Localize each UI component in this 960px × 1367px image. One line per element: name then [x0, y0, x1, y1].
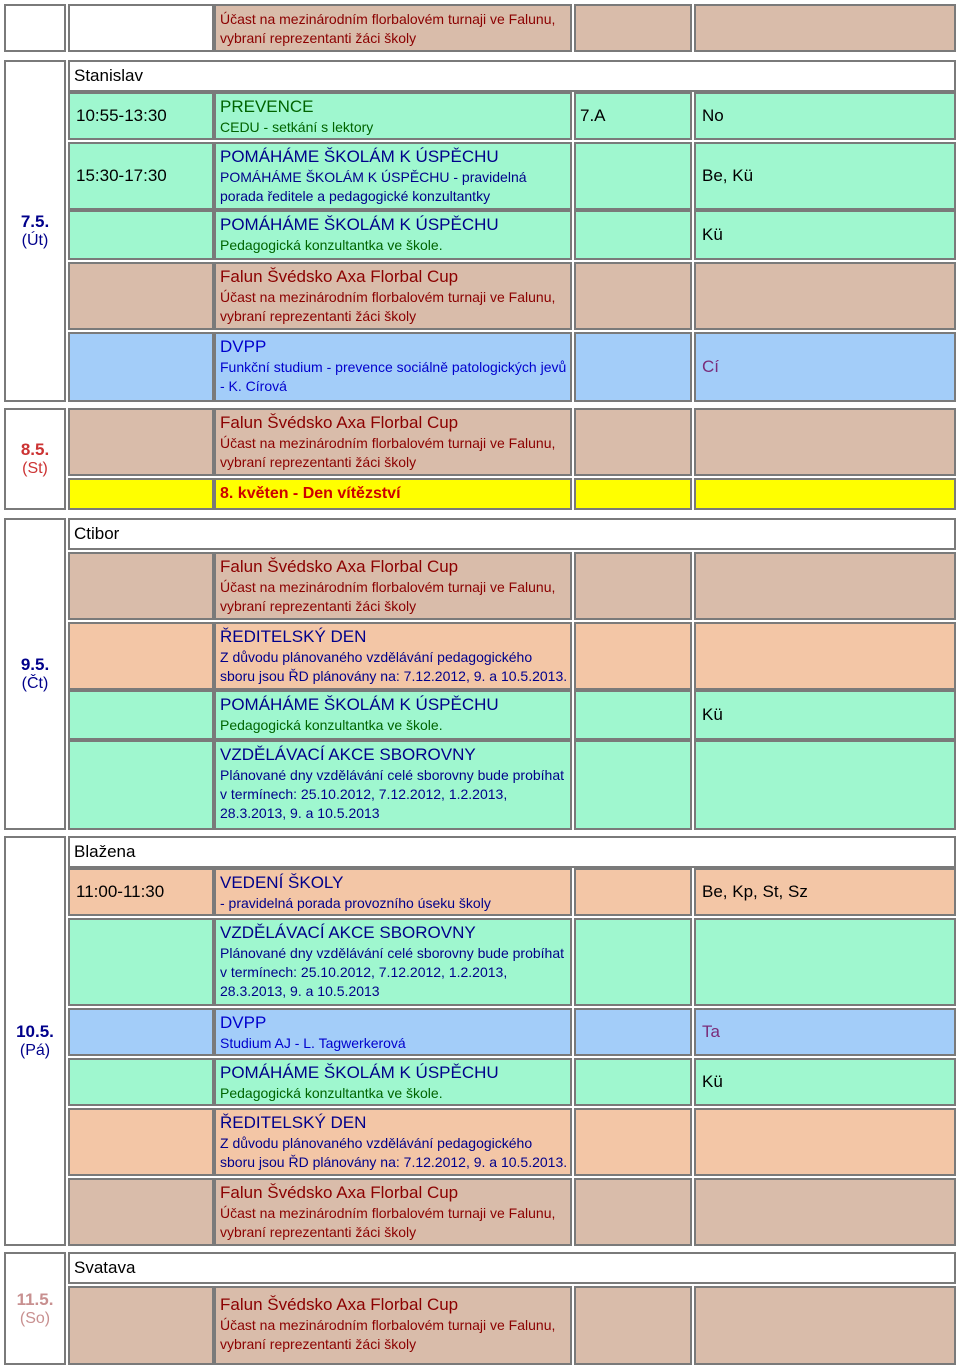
time-cell [68, 210, 214, 260]
class-cell: 7.A [574, 92, 692, 140]
time-cell [68, 552, 214, 620]
event-sub: Pedagogická konzultantka ve škole. [220, 237, 443, 253]
event-title: DVPP [220, 337, 267, 356]
class-cell [574, 210, 692, 260]
class-cell [574, 918, 692, 1006]
people-cell: No [694, 92, 956, 140]
class-cell [574, 408, 692, 476]
people-cell: Kü [694, 690, 956, 740]
day-date: 11.5. [16, 1289, 54, 1309]
event-sub: Účast na mezinárodním florbalovém turnaji ve Falunu, vybraní reprezentanti žáci školy [220, 289, 556, 324]
time-cell [68, 1178, 214, 1246]
class-cell [574, 1008, 692, 1056]
event-title: Falun Švédsko Axa Florbal Cup [220, 1183, 459, 1202]
event-sub: Plánované dny vzdělávání celé sborovny bude probíhat v termínech: 25.10.2012, 7.12.2012, 1.2.2013, 28.3.2013, 9. a 10.5.2013 [220, 945, 565, 999]
event-title: VZDĚLÁVACÍ AKCE SBOROVNY [220, 923, 476, 942]
event-sub: Účast na mezinárodním florbalovém turnaji ve Falunu, vybraní reprezentanti žáci školy [220, 579, 556, 614]
event-sub: CEDU - setkání s lektory [220, 119, 374, 135]
people-cell: Cí [694, 332, 956, 402]
event-falun-top[interactable] [214, 4, 572, 52]
people-cell [694, 1178, 956, 1246]
time-cell: 15:30-17:30 [68, 142, 214, 210]
time-cell [68, 4, 214, 52]
event-vedeni-skoly[interactable] [214, 868, 572, 916]
event-pomahame[interactable] [214, 690, 572, 740]
day-date: 9.5. [20, 655, 50, 674]
event-holiday[interactable] [214, 478, 572, 510]
event-title: VZDĚLÁVACÍ AKCE SBOROVNY [220, 745, 476, 764]
time-cell [68, 332, 214, 402]
people-cell [694, 552, 956, 620]
event-falun[interactable] [214, 552, 572, 620]
people-cell [694, 1286, 956, 1365]
event-prevence[interactable] [214, 92, 572, 140]
day-date: 7.5. [20, 212, 50, 231]
time-cell [68, 740, 214, 830]
day-cell-8 [4, 408, 66, 510]
day-date: 8.5. [20, 440, 50, 459]
event-title: ŘEDITELSKÝ DEN [220, 627, 367, 646]
people-cell [694, 262, 956, 330]
day-dow: (So) [19, 1309, 51, 1327]
event-title: PREVENCE [220, 97, 314, 116]
event-falun[interactable] [214, 262, 572, 330]
event-falun[interactable] [214, 1178, 572, 1246]
event-title: DVPP [220, 1013, 267, 1032]
day-cell-prev [4, 4, 66, 52]
time-cell [68, 1058, 214, 1106]
event-sub: Účast na mezinárodním florbalovém turnaji ve Falunu, vybraní reprezentanti žáci školy [220, 435, 556, 470]
people-cell [694, 478, 956, 510]
nameday-10: Blažena [68, 836, 956, 868]
event-sub: Z důvodu plánovaného vzdělávání pedagogického sboru jsou ŘD plánovány na: 7.12.2012, 9. a 10.5.2013. [220, 649, 568, 684]
event-sub: Účast na mezinárodním florbalovém turnaji ve Falunu, vybraní reprezentanti žáci školy [220, 1317, 556, 1352]
people-cell [694, 740, 956, 830]
event-reditelsky-den[interactable] [214, 1108, 572, 1176]
event-sub: Účast na mezinárodním florbalovém turnaji ve Falunu, vybraní reprezentanti žáci školy [220, 1205, 556, 1240]
time-cell [68, 918, 214, 1006]
day-cell-9 [4, 518, 66, 830]
event-sub: Účast na mezinárodním florbalovém turnaji ve Falunu, vybraní reprezentanti žáci školy [220, 11, 556, 46]
time-cell [68, 408, 214, 476]
event-pomahame[interactable] [214, 210, 572, 260]
event-title: POMÁHÁME ŠKOLÁM K ÚSPĚCHU [220, 215, 499, 234]
event-pomahame[interactable] [214, 1058, 572, 1106]
event-title: POMÁHÁME ŠKOLÁM K ÚSPĚCHU [220, 695, 499, 714]
event-title: Falun Švédsko Axa Florbal Cup [220, 1295, 459, 1314]
event-title: 8. květen - Den vítězství [220, 485, 401, 502]
event-sub: - pravidelná porada provozního úseku školy [220, 895, 491, 911]
day-cell-11 [4, 1252, 66, 1365]
time-cell: 11:00-11:30 [68, 868, 214, 916]
nameday-11: Svatava [68, 1252, 956, 1284]
people-cell: Kü [694, 1058, 956, 1106]
class-cell [574, 1178, 692, 1246]
nameday-7: Stanislav [68, 60, 956, 92]
class-cell [574, 4, 692, 52]
class-cell [574, 690, 692, 740]
event-sub: Funkční studium - prevence sociálně patologických jevů - K. Círová [220, 359, 567, 394]
day-cell-7 [4, 60, 66, 402]
day-cell-10 [4, 836, 66, 1246]
event-sub: Pedagogická konzultantka ve škole. [220, 717, 443, 733]
event-falun[interactable] [214, 408, 572, 476]
class-cell [574, 262, 692, 330]
event-dvpp[interactable] [214, 332, 572, 402]
time-cell [68, 1286, 214, 1365]
class-cell [574, 740, 692, 830]
event-vzdelavaci-akce[interactable] [214, 918, 572, 1006]
people-cell [694, 918, 956, 1006]
class-cell [574, 142, 692, 210]
people-cell [694, 1108, 956, 1176]
event-sub: Pedagogická konzultantka ve škole. [220, 1085, 443, 1101]
event-title: ŘEDITELSKÝ DEN [220, 1113, 367, 1132]
time-cell [68, 1008, 214, 1056]
people-cell: Be, Kü [694, 142, 956, 210]
event-sub: POMÁHÁME ŠKOLÁM K ÚSPĚCHU - pravidelná porada ředitele a pedagogické konzultantky [220, 169, 527, 204]
people-cell [694, 408, 956, 476]
time-cell [68, 262, 214, 330]
event-title: Falun Švédsko Axa Florbal Cup [220, 557, 459, 576]
class-cell [574, 1108, 692, 1176]
event-vzdelavaci-akce[interactable] [214, 740, 572, 830]
event-dvpp[interactable] [214, 1008, 572, 1056]
class-cell [574, 868, 692, 916]
event-title: Falun Švédsko Axa Florbal Cup [220, 413, 459, 432]
event-pomahame-porada[interactable] [214, 142, 572, 210]
day-dow: (Pá) [19, 1042, 51, 1059]
class-cell [574, 478, 692, 510]
time-cell [68, 1108, 214, 1176]
day-dow: (St) [22, 460, 48, 477]
time-cell [68, 690, 214, 740]
day-date: 10.5. [16, 1022, 54, 1041]
people-cell [694, 622, 956, 690]
event-title: POMÁHÁME ŠKOLÁM K ÚSPĚCHU [220, 1063, 499, 1082]
event-title: VEDENÍ ŠKOLY [220, 873, 344, 892]
class-cell [574, 1058, 692, 1106]
event-title: Falun Švédsko Axa Florbal Cup [220, 267, 459, 286]
event-title: POMÁHÁME ŠKOLÁM K ÚSPĚCHU [220, 147, 499, 166]
day-dow: (Út) [21, 232, 49, 249]
event-sub: Studium AJ - L. Tagwerkerová [220, 1035, 406, 1051]
time-cell [68, 622, 214, 690]
time-cell [68, 478, 214, 510]
class-cell [574, 552, 692, 620]
people-cell: Be, Kp, St, Sz [694, 868, 956, 916]
event-reditelsky-den[interactable] [214, 622, 572, 690]
class-cell [574, 332, 692, 402]
class-cell [574, 1286, 692, 1365]
people-cell [694, 4, 956, 52]
event-falun[interactable] [214, 1286, 572, 1365]
event-sub: Z důvodu plánovaného vzdělávání pedagogického sboru jsou ŘD plánovány na: 7.12.2012, 9. a 10.5.2013. [220, 1135, 568, 1170]
people-cell: Ta [694, 1008, 956, 1056]
people-cell: Kü [694, 210, 956, 260]
day-dow: (Čt) [21, 675, 49, 692]
time-cell: 10:55-13:30 [68, 92, 214, 140]
nameday-9: Ctibor [68, 518, 956, 550]
event-sub: Plánované dny vzdělávání celé sborovny bude probíhat v termínech: 25.10.2012, 7.12.2012, 1.2.2013, 28.3.2013, 9. a 10.5.2013 [220, 767, 565, 821]
class-cell [574, 622, 692, 690]
